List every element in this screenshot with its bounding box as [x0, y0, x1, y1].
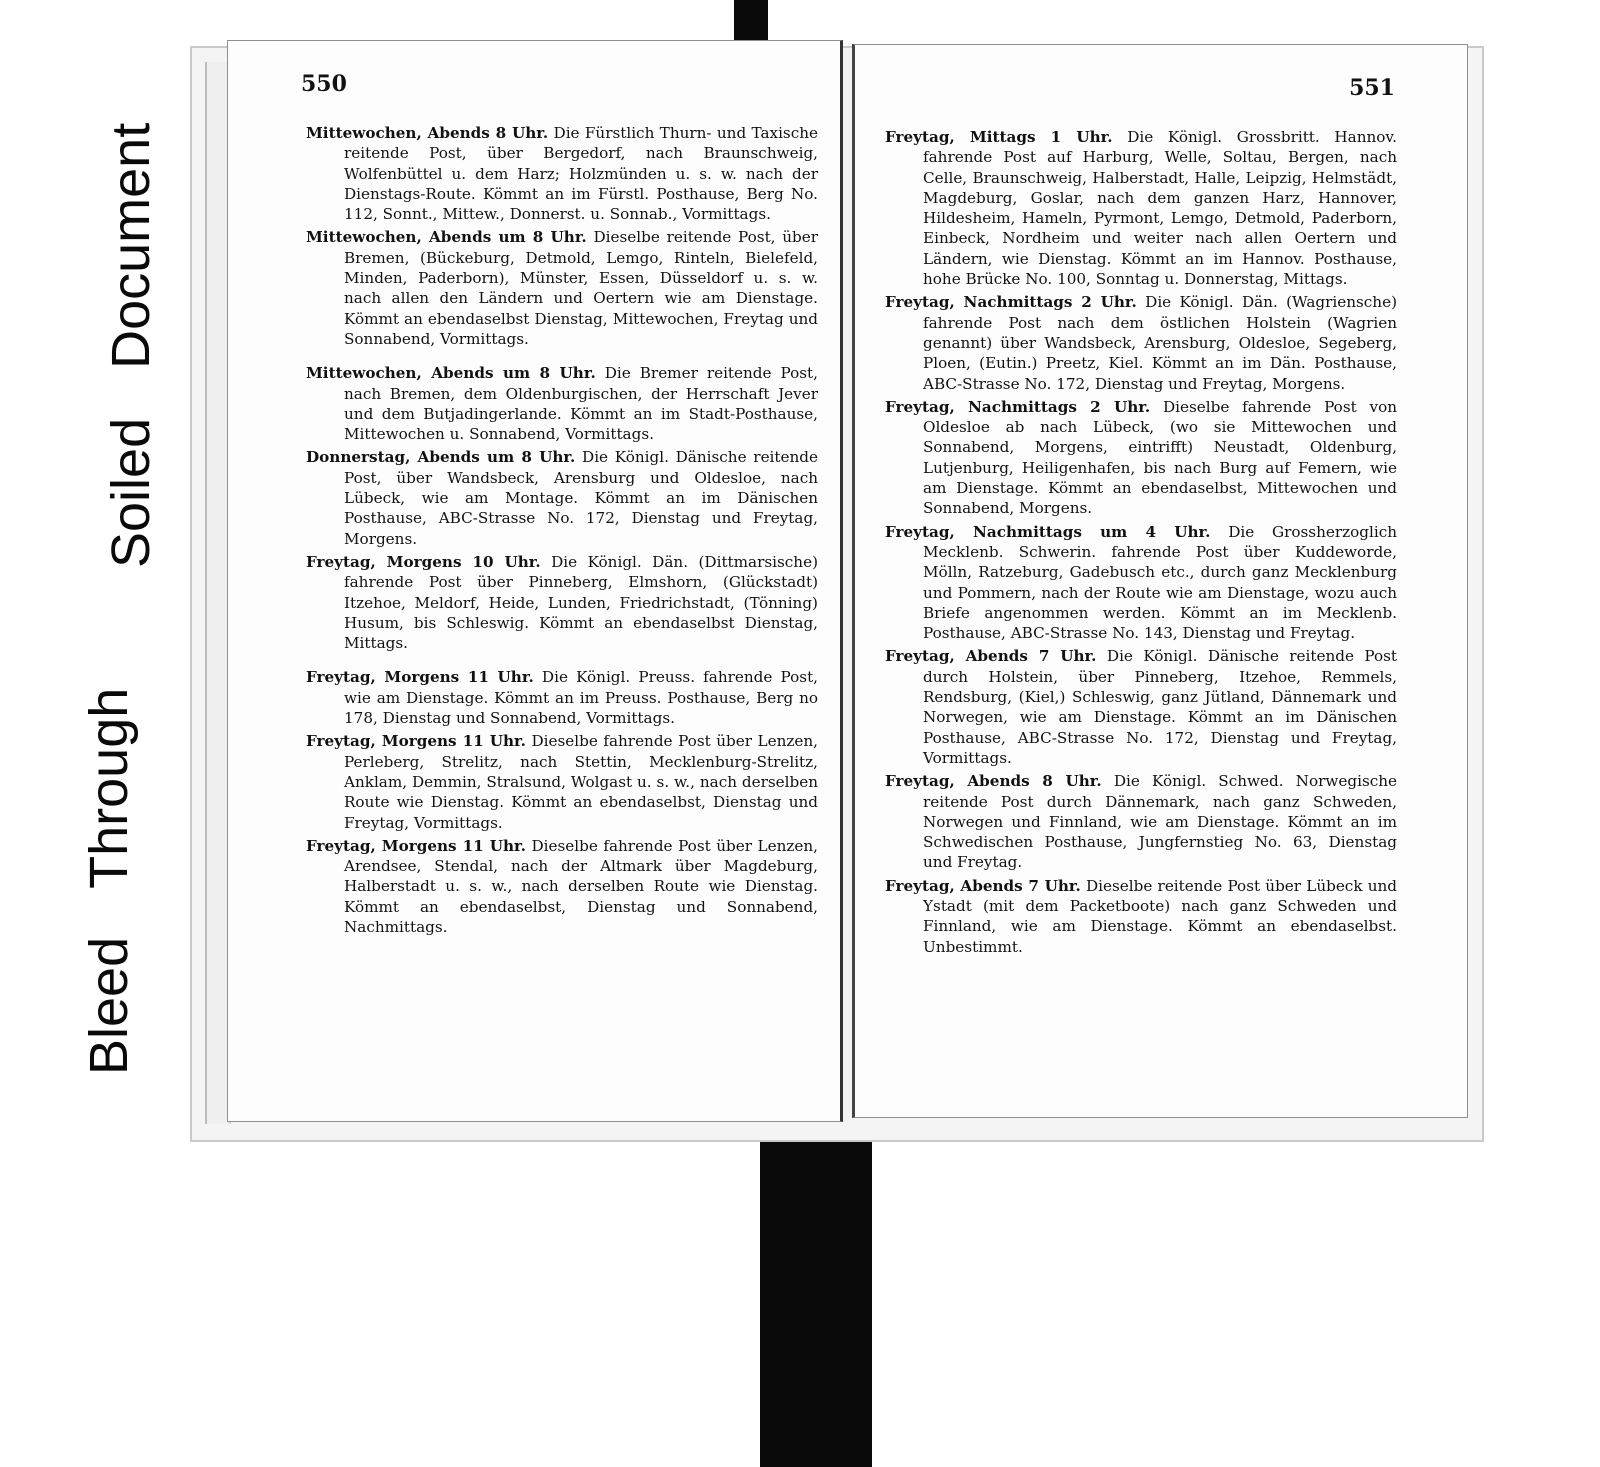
entry-heading: Donnerstag, Abends um 8 Uhr.: [306, 448, 576, 467]
entry-heading: Freytag, Morgens 10 Uhr.: [306, 552, 541, 571]
left-page-entries: [306, 123, 818, 940]
entry-body: Dieselbe fahrende Post über Lenzen, Arendsee, Stendal, nach der Altmark über Magdeburg, Halberstadt u. s. w., nach derselben Route wie Dienstag. Kömmt an ebendaselbst, Dienstag und Sonnabend, Nachmittags.: [344, 836, 819, 936]
schedule-entry: [885, 876, 1397, 957]
entry-heading: Freytag, Morgens 11 Uhr.: [306, 836, 526, 855]
binding-strip-bottom: [760, 1112, 872, 1467]
entry-body: Dieselbe fahrende Post über Lenzen, Perleberg, Strelitz, nach Stettin, Mecklenburg-Strelitz, Anklam, Demmin, Stralsund, Wolgast u. s. w., nach derselben Route wie Dienstag. Kömmt an ebendaselbst, Dienstag und Freytag, Vormittags.: [344, 732, 819, 832]
schedule-entry: [306, 227, 818, 349]
entry-body: Dieselbe reitende Post über Lübeck und Ystadt (mit dem Packetboote) nach ganz Schweden und Finnland, wie am Dienstage. Kömmt an ebendaselbst. Unbestimmt.: [923, 876, 1398, 956]
entry-body: Dieselbe fahrende Post von Oldesloe ab nach Lübeck, (wo sie Mittewochen und Sonnabend, Morgens, eintrifft) Neustadt, Oldenburg, Lutjenburg, Heiligenhafen, bis nach Burg auf Femern, wie am Dienstage. Kömmt an ebendaselbst, Mittewochen und Sonnabend, Morgens.: [923, 397, 1398, 518]
page-number-left: 550: [301, 71, 347, 97]
schedule-entry: [306, 836, 818, 937]
entry-heading: Mittewochen, Abends um 8 Uhr.: [306, 364, 596, 383]
schedule-entry: [885, 397, 1397, 519]
schedule-entry: [885, 771, 1397, 872]
entry-body: Die Königl. Grossbritt. Hannov. fahrende Post auf Harburg, Welle, Soltau, Bergen, nach Celle, Braunschweig, Halberstadt, Halle, Leipzig, Helmstädt, Magdeburg, Goslar, nach dem ganzen Harz, Hannover, Hildesheim, Hameln, Pyrmont, Lemgo, Detmold, Paderborn, Einbeck, Nordheim und weiter nach allen Oertern und Ländern, wie Dienstag. Kömmt an im Hannov. Posthause, hohe Brücke No. 100, Sonntag u. Donnerstag, Mittags.: [923, 128, 1398, 289]
entry-heading: Freytag, Abends 8 Uhr.: [885, 772, 1102, 791]
left-page: [227, 40, 843, 1122]
page-number-right: 551: [1349, 75, 1395, 101]
label-soiled-document: Soiled Document: [101, 122, 161, 568]
entry-heading: Freytag, Morgens 11 Uhr.: [306, 668, 534, 687]
entry-body: Die Königl. Schwed. Norwegische reitende Post durch Dännemark, nach ganz Schweden, Norwegen und Finnland, wie am Dienstage. Kömmt an im Schwedischen Posthause, Jungfernstieg No. 63, Dienstag und Freytag.: [923, 772, 1398, 872]
schedule-entry: [885, 127, 1397, 289]
schedule-entry: [885, 522, 1397, 644]
entry-heading: Freytag, Abends 7 Uhr.: [885, 876, 1081, 895]
entry-heading: Freytag, Nachmittags um 4 Uhr.: [885, 522, 1211, 541]
entry-body: Die Grossherzoglich Mecklenb. Schwerin. fahrende Post über Kuddeworde, Mölln, Ratzeburg, Gadebusch etc., durch ganz Mecklenburg und Pommern, nach der Route wie am Dienstage, wozu auch Briefe angenommen werden. Kömmt an im Mecklenb. Posthause, ABC-Strasse No. 143, Dienstag und Freytag.: [923, 522, 1397, 643]
entry-heading: Mittewochen, Abends um 8 Uhr.: [306, 228, 587, 247]
entry-body: Die Bremer reitende Post, nach Bremen, dem Oldenburgischen, der Herrschaft Jever und dem Butjadingerlande. Kömmt an im Stadt-Posthause, Mittewochen u. Sonnabend, Vormittags.: [344, 364, 818, 444]
schedule-entry: [306, 552, 818, 653]
schedule-entry: [306, 667, 818, 728]
schedule-entry: [885, 646, 1397, 768]
entry-body: Die Königl. Dänische reitende Post durch Holstein, über Pinneberg, Itzehoe, Remmels, Rendsburg, (Kiel,) Schleswig, ganz Jütland, Dännemark und Norwegen, wie am Dienstage. Kömmt an im Dänischen Posthause, ABC-Strasse No. 172, Dienstag und Freytag, Vormittags.: [923, 647, 1398, 767]
schedule-entry: [306, 731, 818, 832]
entry-body: Die Königl. Dän. (Wagriensche) fahrende Post nach dem östlichen Holstein (Wagrien genannt) über Wandsbeck, Arensburg, Oldesloe, Segeberg, Ploen, (Eutin.) Preetz, Kiel. Kömmt an im Dän. Posthause, ABC-Strasse No. 172, Dienstag und Freytag, Morgens.: [923, 293, 1397, 393]
right-page-entries: [885, 127, 1397, 960]
entry-body: Die Königl. Dänische reitende Post, über Wandsbeck, Arensburg und Oldesloe, nach Lübeck, wie am Montage. Kömmt an im Dänischen Posthause, ABC-Strasse No. 172, Dienstag und Freytag, Morgens.: [344, 448, 818, 548]
entry-body: Dieselbe reitende Post, über Bremen, (Bückeburg, Detmold, Lemgo, Rinteln, Bielefeld, Minden, Paderborn), Münster, Essen, Düsseldorf u. s. w. nach allen den Ländern und Oertern wie am Dienstage. Kömmt an ebendaselbst Dienstag, Mittewochen, Freytag und Sonnabend, Vormittags.: [344, 228, 819, 348]
schedule-entry: [306, 447, 818, 548]
entry-body: Die Königl. Dän. (Dittmarsische) fahrende Post über Pinneberg, Elmshorn, (Glückstadt) Itzehoe, Meldorf, Heide, Lunden, Friedrichstadt, (Tönning) Husum, bis Schleswig. Kömmt an ebendaselbst Dienstag, Mittags.: [344, 552, 819, 653]
binding-strip-top: [734, 0, 768, 45]
entry-body: Die Fürstlich Thurn- und Taxische reitende Post, über Bergedorf, nach Braunschweig, Wolfenbüttel u. dem Harz; Holzmünden u. s. w. nach der Dienstags-Route. Kömmt an im Fürstl. Posthause, Berg No. 112, Sonnt., Mittew., Donnerst. u. Sonnab., Vormittags.: [344, 124, 818, 224]
entry-heading: Freytag, Nachmittags 2 Uhr.: [885, 397, 1151, 416]
entry-heading: Freytag, Mittags 1 Uhr.: [885, 128, 1113, 146]
schedule-entry: [306, 363, 818, 444]
label-bleed-through: Bleed Through: [79, 687, 139, 1075]
schedule-entry: [306, 123, 818, 224]
entry-heading: Freytag, Abends 7 Uhr.: [885, 647, 1097, 666]
entry-heading: Freytag, Nachmittags 2 Uhr.: [885, 293, 1137, 312]
right-page: [852, 44, 1468, 1118]
entry-heading: Mittewochen, Abends 8 Uhr.: [306, 124, 549, 142]
entry-body: Die Königl. Preuss. fahrende Post, wie am Dienstage. Kömmt an im Preuss. Posthause, Berg no 178, Dienstag und Sonnabend, Vormittags.: [344, 668, 819, 728]
schedule-entry: [885, 292, 1397, 393]
entry-heading: Freytag, Morgens 11 Uhr.: [306, 732, 526, 751]
